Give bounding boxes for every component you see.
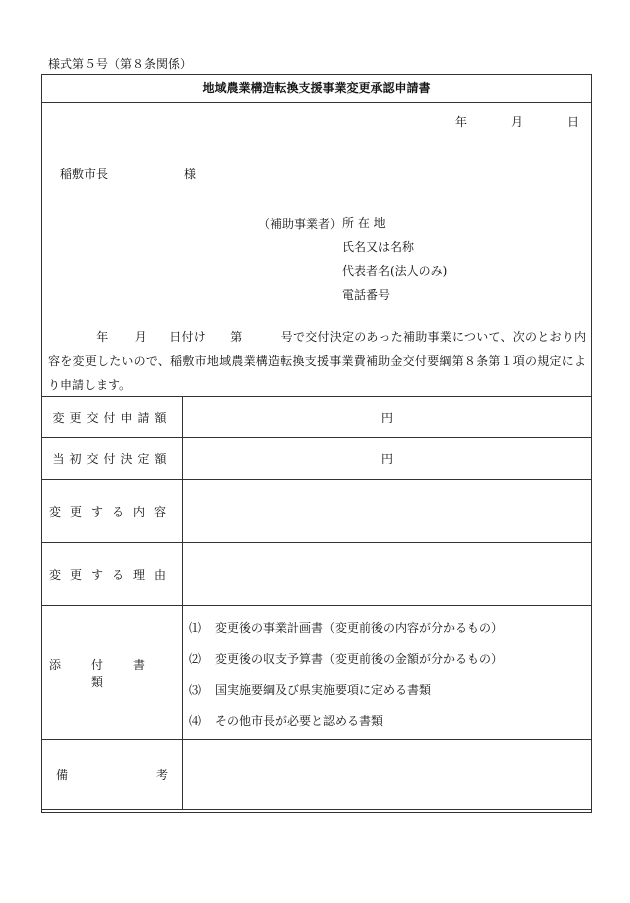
date-line [455,113,579,130]
change-content-value [183,480,592,543]
list-item: ⑷ その他市長が必要と認める書類 [189,713,384,728]
remarks-label: 備 考 [42,740,183,810]
change-content-label: 変更する内容 [42,480,183,543]
request-statement [48,325,586,397]
attachments-list [183,606,592,740]
list-item: ⑴ 変更後の事業計画書（変更前後の内容が分かるもの） [189,620,504,635]
body-text-2: り内容を変更したいので、稲敷市地域農業構造転換支援事業費補助金交付要綱第８条第１項の規 [48,330,586,368]
month-label: 月 [510,115,523,129]
addressee-honorific: 様 [184,167,197,181]
change-reason-label: 変更する理由 [42,543,183,606]
body-year: 年 [96,330,109,344]
initial-amount-label: 当初交付決定額 [42,438,183,480]
address-field: 所 在 地 [342,216,386,230]
year-label: 年 [454,115,467,129]
body-dated: 日付け [169,330,206,344]
table-row [42,438,592,480]
day-label: 日 [566,115,579,129]
change-amount-value: 円 [183,397,592,438]
table-row [42,480,592,543]
application-form [41,74,592,813]
phone-field: 電話番号 [342,288,391,302]
name-field: 氏名又は名称 [342,240,415,254]
list-item: ⑶ 国実施要綱及び県実施要項に定める書類 [189,682,432,697]
list-item: ⑵ 変更後の収支予算書（変更前後の金額が分かるもの） [189,651,504,666]
body-number-prefix: 第 [229,330,243,344]
addressee-name: 稲敷市長 [60,167,109,181]
body-month: 月 [134,330,147,344]
form-title: 地域農業構造転換支援事業変更承認申請書 [42,75,591,103]
change-amount-label: 変更交付申請額 [42,397,183,438]
table-row [42,397,592,438]
remarks-value [183,740,592,810]
change-reason-value [183,543,592,606]
addressee [60,165,196,182]
applicant-fields [342,215,447,311]
table-row [42,543,592,606]
body-text-1: 号で交付決定のあった補助事業について、次のとお [280,330,562,344]
initial-amount-value: 円 [183,438,592,480]
table-row [42,740,592,810]
table-row [42,606,592,740]
attachments-label: 添付書類 [42,606,183,740]
representative-field: 代表者名(法人のみ) [342,264,448,278]
form-number: 様式第５号（第８条関係） [48,57,193,71]
details-table [41,396,592,810]
body-text-3: 定により申請します。 [48,354,586,392]
applicant-label: （補助事業者） [258,217,343,231]
